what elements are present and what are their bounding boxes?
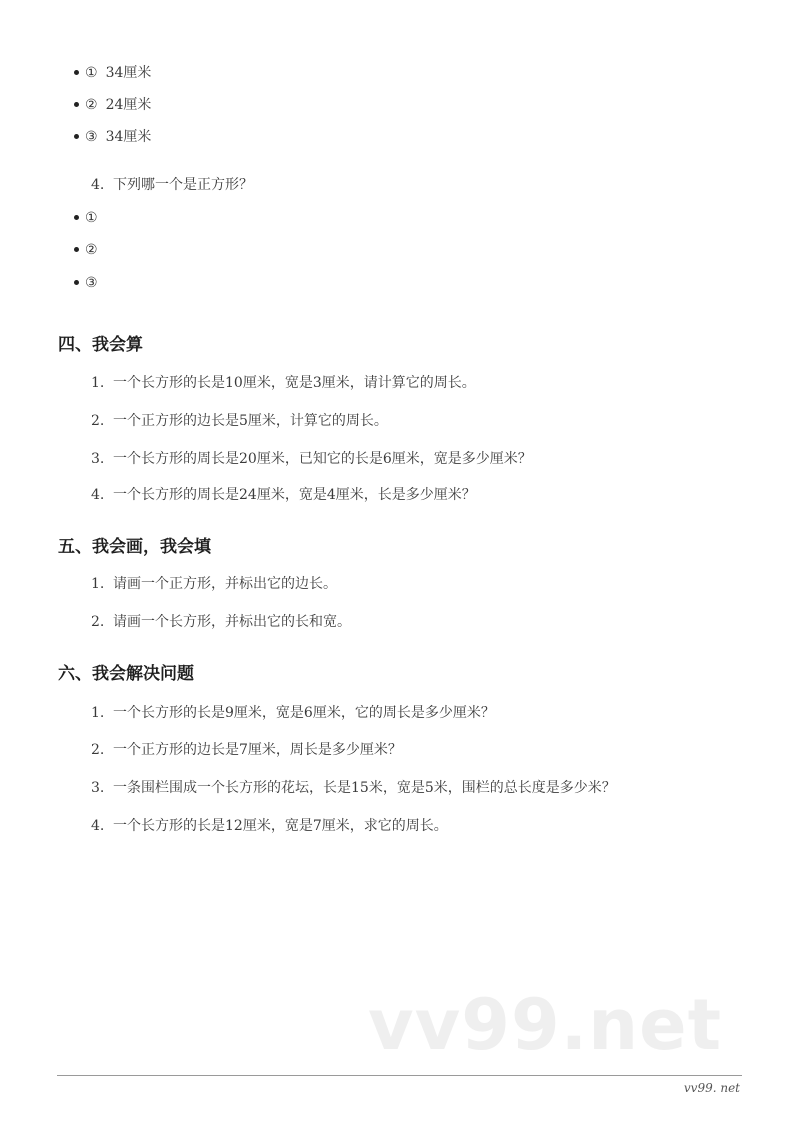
question-number: 4. bbox=[91, 177, 105, 193]
bullet-icon bbox=[74, 280, 79, 285]
question-item bbox=[91, 373, 476, 393]
question-text: 一条围栏围成一个长方形的花坛，长是15米，宽是5米，围栏的总长度是多少米？ bbox=[113, 780, 616, 796]
option-mark: ② bbox=[85, 97, 98, 113]
question-item bbox=[91, 778, 616, 798]
bullet-icon bbox=[74, 134, 79, 139]
question-number: 2. bbox=[91, 413, 105, 429]
bullet-icon bbox=[74, 70, 79, 75]
question-number: 4. bbox=[91, 487, 105, 503]
question-text: 下列哪一个是正方形？ bbox=[113, 177, 253, 193]
question-text: 一个长方形的周长是24厘米，宽是4厘米，长是多少厘米？ bbox=[113, 487, 476, 503]
question-number: 1. bbox=[91, 705, 105, 721]
question-text: 一个长方形的周长是20厘米，已知它的长是6厘米，宽是多少厘米？ bbox=[113, 451, 532, 467]
option-item bbox=[74, 127, 151, 147]
question-text: 一个正方形的边长是5厘米，计算它的周长。 bbox=[113, 413, 388, 429]
option-item bbox=[74, 208, 106, 228]
option-item bbox=[74, 240, 106, 260]
question-item bbox=[91, 485, 476, 505]
option-mark: ① bbox=[85, 210, 98, 226]
question-item bbox=[91, 612, 351, 632]
question-item bbox=[91, 449, 532, 469]
option-item bbox=[74, 63, 151, 83]
question-item bbox=[91, 816, 448, 836]
question-item bbox=[91, 175, 253, 195]
question-number: 3. bbox=[91, 451, 105, 467]
bullet-icon bbox=[74, 215, 79, 220]
question-number: 3. bbox=[91, 780, 105, 796]
question-number: 1. bbox=[91, 576, 105, 592]
bullet-icon bbox=[74, 102, 79, 107]
question-item bbox=[91, 574, 337, 594]
option-mark: ① bbox=[85, 65, 98, 81]
footer-divider bbox=[57, 1075, 742, 1076]
question-text: 一个正方形的边长是7厘米，周长是多少厘米？ bbox=[113, 742, 402, 758]
question-text: 一个长方形的长是10厘米，宽是3厘米，请计算它的周长。 bbox=[113, 375, 476, 391]
question-item bbox=[91, 411, 388, 431]
bullet-icon bbox=[74, 247, 79, 252]
question-number: 2. bbox=[91, 742, 105, 758]
section-heading: 六、我会解决问题 bbox=[58, 664, 194, 684]
footer-site-label: vv99. net bbox=[683, 1081, 740, 1095]
option-mark: ③ bbox=[85, 129, 98, 145]
question-text: 一个长方形的长是12厘米，宽是7厘米，求它的周长。 bbox=[113, 818, 448, 834]
question-item bbox=[91, 703, 495, 723]
section-heading: 五、我会画，我会填 bbox=[58, 537, 211, 557]
question-text: 请画一个正方形，并标出它的边长。 bbox=[113, 576, 337, 592]
option-text: 24厘米 bbox=[105, 97, 152, 113]
watermark: vv99.net bbox=[368, 984, 723, 1066]
option-text: 34厘米 bbox=[105, 65, 152, 81]
question-number: 2. bbox=[91, 614, 105, 630]
section-heading: 四、我会算 bbox=[58, 335, 143, 355]
option-text: 34厘米 bbox=[105, 129, 152, 145]
option-item bbox=[74, 273, 106, 293]
question-number: 4. bbox=[91, 818, 105, 834]
option-mark: ③ bbox=[85, 275, 98, 291]
question-text: 一个长方形的长是9厘米，宽是6厘米，它的周长是多少厘米？ bbox=[113, 705, 495, 721]
question-text: 请画一个长方形，并标出它的长和宽。 bbox=[113, 614, 351, 630]
question-item bbox=[91, 740, 402, 760]
question-number: 1. bbox=[91, 375, 105, 391]
option-item bbox=[74, 95, 151, 115]
option-mark: ② bbox=[85, 242, 98, 258]
